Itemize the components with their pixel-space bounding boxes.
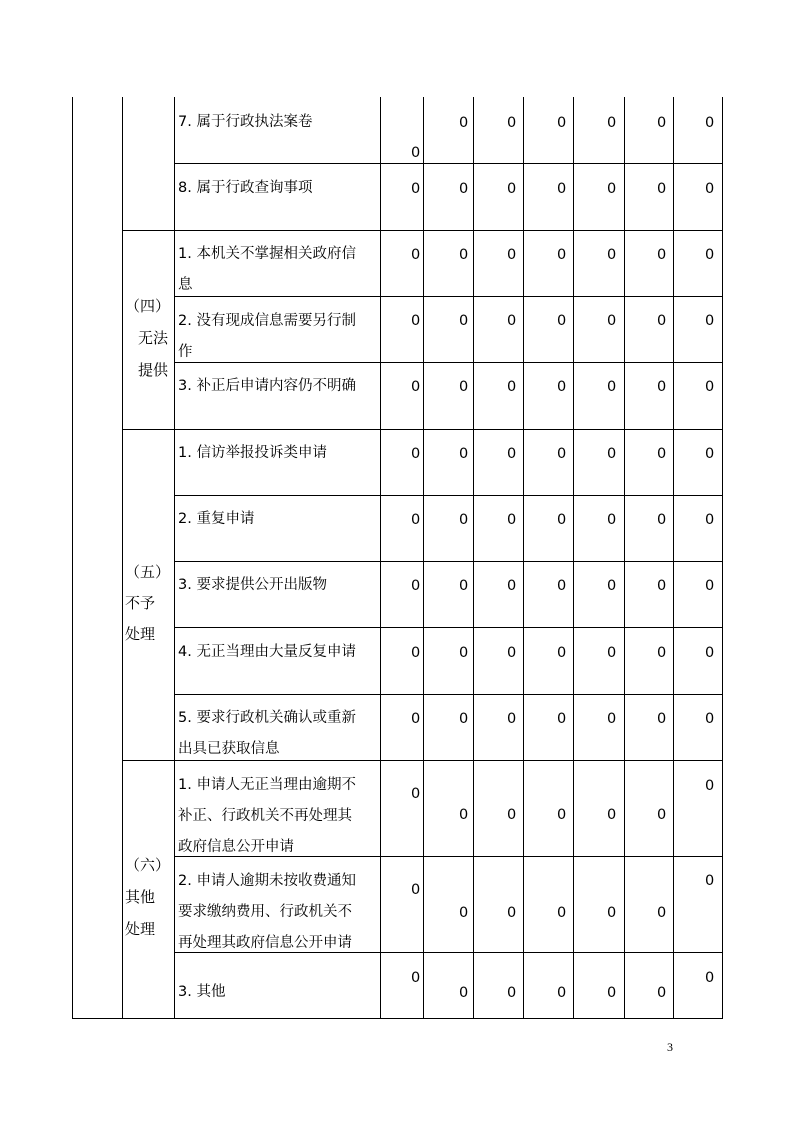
- value-cell: 0: [459, 446, 469, 462]
- value-cell: 0: [507, 985, 517, 1001]
- value-cell: 0: [607, 807, 617, 823]
- value-cell: 0: [607, 181, 617, 197]
- grid-line-vertical: [72, 97, 73, 1019]
- page-number: 3: [667, 1040, 673, 1054]
- value-cell: 0: [705, 778, 715, 794]
- value-cell: 0: [705, 873, 715, 889]
- value-cell: 0: [557, 181, 567, 197]
- grid-line-vertical: [423, 97, 424, 1019]
- value-cell: 0: [411, 786, 421, 802]
- value-cell: 0: [657, 247, 667, 263]
- value-cell: 0: [411, 578, 421, 594]
- value-cell: 0: [557, 379, 567, 395]
- value-cell: 0: [557, 446, 567, 462]
- row-label: 1. 信访举报投诉类申请: [178, 445, 327, 461]
- value-cell: 0: [411, 711, 421, 727]
- value-cell: 0: [557, 512, 567, 528]
- value-cell: 0: [459, 578, 469, 594]
- value-cell: 0: [459, 711, 469, 727]
- value-cell: 0: [411, 313, 421, 329]
- value-cell: 0: [607, 578, 617, 594]
- value-cell: 0: [459, 512, 469, 528]
- value-cell: 0: [411, 379, 421, 395]
- value-cell: 0: [411, 446, 421, 462]
- grid-line-vertical: [122, 97, 123, 1019]
- row-label: 要求缴纳费用、行政机关不: [178, 904, 352, 920]
- value-cell: 0: [607, 985, 617, 1001]
- grid-line-horizontal: [174, 296, 723, 297]
- row-label: 4. 无正当理由大量反复申请: [178, 644, 356, 660]
- row-label: 1. 本机关不掌握相关政府信: [178, 246, 356, 262]
- row-label: 3. 补正后申请内容仍不明确: [178, 378, 356, 394]
- value-cell: 0: [507, 247, 517, 263]
- value-cell: 0: [557, 905, 567, 921]
- value-cell: 0: [557, 645, 567, 661]
- grid-line-vertical: [380, 97, 381, 1019]
- value-cell: 0: [507, 807, 517, 823]
- row-label: 作: [178, 344, 193, 360]
- category-c6-line-2: 处理: [125, 920, 156, 938]
- value-cell: 0: [507, 313, 517, 329]
- value-cell: 0: [705, 711, 715, 727]
- value-cell: 0: [557, 985, 567, 1001]
- grid-line-horizontal: [174, 495, 723, 496]
- value-cell: 0: [459, 313, 469, 329]
- value-cell: 0: [507, 578, 517, 594]
- value-cell: 0: [607, 115, 617, 131]
- grid-line-vertical: [673, 97, 674, 1019]
- grid-line-vertical: [573, 97, 574, 1019]
- value-cell: 0: [507, 379, 517, 395]
- value-cell: 0: [657, 905, 667, 921]
- value-cell: 0: [657, 578, 667, 594]
- value-cell: 0: [705, 446, 715, 462]
- value-cell: 0: [607, 711, 617, 727]
- category-c4-line-1: 无法: [138, 329, 169, 347]
- category-c5-line-2: 处理: [125, 625, 156, 643]
- value-cell: 0: [607, 247, 617, 263]
- value-cell: 0: [557, 247, 567, 263]
- value-cell: 0: [557, 711, 567, 727]
- value-cell: 0: [411, 247, 421, 263]
- grid-line-vertical: [624, 97, 625, 1019]
- value-cell: 0: [459, 379, 469, 395]
- category-c4-line-2: 提供: [138, 361, 169, 379]
- value-cell: 0: [459, 985, 469, 1001]
- row-label: 补正、行政机关不再处理其: [178, 808, 352, 824]
- value-cell: 0: [411, 970, 421, 986]
- row-label: 3. 要求提供公开出版物: [178, 577, 327, 593]
- value-cell: 0: [657, 711, 667, 727]
- value-cell: 0: [657, 379, 667, 395]
- value-cell: 0: [459, 181, 469, 197]
- row-label: 2. 重复申请: [178, 511, 255, 527]
- value-cell: 0: [507, 711, 517, 727]
- value-cell: 0: [705, 313, 715, 329]
- grid-line-horizontal: [72, 1018, 723, 1019]
- value-cell: 0: [657, 985, 667, 1001]
- row-label: 2. 申请人逾期未按收费通知: [178, 873, 356, 889]
- value-cell: 0: [657, 181, 667, 197]
- row-label: 息: [178, 277, 193, 293]
- value-cell: 0: [657, 313, 667, 329]
- value-cell: 0: [607, 645, 617, 661]
- row-label: 8. 属于行政查询事项: [178, 180, 313, 196]
- row-label: 3. 其他: [178, 984, 226, 1000]
- value-cell: 0: [705, 181, 715, 197]
- row-label: 出具已获取信息: [178, 741, 280, 757]
- value-cell: 0: [657, 807, 667, 823]
- value-cell: 0: [607, 379, 617, 395]
- value-cell: 0: [607, 905, 617, 921]
- category-c5-line-1: 不予: [125, 594, 156, 612]
- value-cell: 0: [657, 645, 667, 661]
- value-cell: 0: [607, 313, 617, 329]
- category-c6-line-1: 其他: [125, 888, 156, 906]
- value-cell: 0: [657, 512, 667, 528]
- value-cell: 0: [459, 247, 469, 263]
- value-cell: 0: [411, 145, 421, 161]
- value-cell: 0: [607, 512, 617, 528]
- row-label: 5. 要求行政机关确认或重新: [178, 710, 356, 726]
- category-c4-line-0: （四）: [125, 297, 171, 315]
- grid-line-horizontal: [174, 694, 723, 695]
- row-label: 1. 申请人无正当理由逾期不: [178, 777, 356, 793]
- grid-line-horizontal: [174, 163, 723, 164]
- value-cell: 0: [411, 181, 421, 197]
- value-cell: 0: [705, 645, 715, 661]
- grid-line-vertical: [722, 97, 723, 1019]
- value-cell: 0: [507, 115, 517, 131]
- value-cell: 0: [459, 905, 469, 921]
- category-c5-line-0: （五）: [125, 563, 171, 581]
- value-cell: 0: [411, 645, 421, 661]
- value-cell: 0: [705, 970, 715, 986]
- value-cell: 0: [507, 905, 517, 921]
- grid-line-horizontal: [122, 230, 723, 231]
- value-cell: 0: [411, 882, 421, 898]
- value-cell: 0: [411, 512, 421, 528]
- value-cell: 0: [557, 578, 567, 594]
- value-cell: 0: [507, 645, 517, 661]
- value-cell: 0: [459, 645, 469, 661]
- value-cell: 0: [507, 446, 517, 462]
- value-cell: 0: [705, 247, 715, 263]
- grid-line-horizontal: [174, 561, 723, 562]
- value-cell: 0: [557, 313, 567, 329]
- value-cell: 0: [607, 446, 617, 462]
- value-cell: 0: [459, 115, 469, 131]
- value-cell: 0: [507, 512, 517, 528]
- grid-line-vertical: [473, 97, 474, 1019]
- grid-line-horizontal: [174, 627, 723, 628]
- grid-line-vertical: [523, 97, 524, 1019]
- row-label: 2. 没有现成信息需要另行制: [178, 313, 356, 329]
- value-cell: 0: [657, 115, 667, 131]
- row-label: 再处理其政府信息公开申请: [178, 935, 352, 951]
- grid-line-vertical: [174, 97, 175, 1019]
- row-label: 7. 属于行政执法案卷: [178, 114, 313, 130]
- category-c6-line-0: （六）: [125, 856, 171, 874]
- value-cell: 0: [705, 115, 715, 131]
- row-label: 政府信息公开申请: [178, 839, 294, 855]
- value-cell: 0: [705, 512, 715, 528]
- value-cell: 0: [705, 379, 715, 395]
- value-cell: 0: [459, 807, 469, 823]
- value-cell: 0: [507, 181, 517, 197]
- grid-line-horizontal: [122, 429, 723, 430]
- value-cell: 0: [657, 446, 667, 462]
- value-cell: 0: [705, 578, 715, 594]
- value-cell: 0: [557, 807, 567, 823]
- grid-line-horizontal: [174, 362, 723, 363]
- value-cell: 0: [557, 115, 567, 131]
